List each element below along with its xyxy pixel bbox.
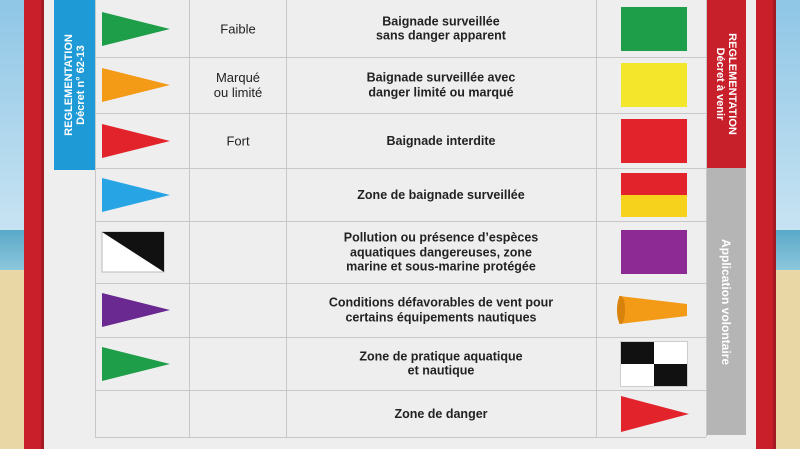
pennant-shape [102,293,170,327]
danger-level-line: ou limité [213,85,263,100]
reglementation-left-label [54,0,95,170]
new-flag-icon [621,173,687,217]
column-divider [95,0,96,437]
danger-level-text [190,21,286,36]
danger-level-line: Faible [220,21,256,36]
flag-meaning-line: danger limité ou marqué [368,85,514,99]
column-divider [706,0,707,437]
frame-post-right [756,0,776,449]
flag-meaning-text [287,230,595,274]
beach-flag-icon [100,9,172,49]
row-divider [95,221,706,222]
danger-level-line: Fort [226,133,250,148]
beach-flag-icon [100,175,172,215]
flag-meaning-text [287,14,595,43]
danger-level-text [190,70,286,100]
row-divider [95,113,706,114]
flag-meaning-line: et nautique [407,363,475,378]
new-flag-icon [621,392,687,436]
flag-meaning-line: Zone de danger [394,406,488,421]
reglementation-right-label [706,0,746,168]
frame-post-left [24,0,44,449]
flag-meaning-text [287,133,595,148]
flag-meaning-line: Baignade interdite [386,133,496,148]
flag-meaning-line: aquatiques dangereuses, zone [350,244,532,259]
beach-flag-icon [100,65,172,105]
beach-flag-icon [100,232,172,272]
row-divider [95,283,706,284]
pennant-shape [102,178,170,212]
new-flag-icon [621,288,687,332]
pennant-shape [102,347,170,381]
reglementation-right-subtitle: Décret à venir [714,47,726,121]
flag-meaning-text [287,187,595,202]
flag-meaning-line: Zone de pratique aquatique [359,349,523,363]
reglementation-left-subtitle: Décret n° 62-13 [74,45,87,125]
flag-meaning-text [287,296,595,325]
flag-meaning-line: Pollution ou présence d’espèces [343,230,539,245]
flag-meaning-text [287,406,595,421]
danger-level-text [190,133,286,148]
column-divider [189,0,190,437]
flag-meaning-line: Zone de baignade surveillée [357,187,525,202]
application-volontaire-label [706,168,746,435]
beach-flag-icon [100,290,172,330]
new-flag-icon [621,119,687,163]
flag-meaning-line: sans danger apparent [376,28,506,43]
reglementation-right-title: REGLEMENTATION [726,33,738,135]
pennant-shape [617,392,691,436]
row-divider [95,168,706,169]
flag-meaning-line: Conditions défavorables de vent pour [328,295,554,310]
beach-flag-icon [100,344,172,384]
pennant-shape [102,12,170,46]
flag-meaning-line: marine et sous-marine protégée [346,259,536,274]
row-divider [95,337,706,338]
row-divider [95,57,706,58]
windsock-shape [617,288,691,332]
new-flag-icon [621,342,687,386]
flag-meaning-line: Baignade surveillée [382,14,500,28]
flag-meaning-text [287,71,595,100]
new-flag-icon [621,63,687,107]
beach-flag-icon [100,121,172,161]
application-volontaire-text: Application volontaire [719,238,734,365]
flag-meaning-line: certains équipements nautiques [345,310,537,324]
flag-meaning-line: Baignade surveillée avec [366,70,516,85]
new-flag-icon [621,230,687,274]
row-divider [95,437,706,438]
danger-level-line: Marqué [215,70,261,85]
new-flag-icon [621,7,687,51]
pennant-shape [102,68,170,102]
row-divider [95,390,706,391]
flag-meaning-text [287,349,595,378]
pennant-shape [102,124,170,158]
reglementation-left-title: REGLEMENTATION [62,34,75,136]
column-divider [596,0,597,437]
